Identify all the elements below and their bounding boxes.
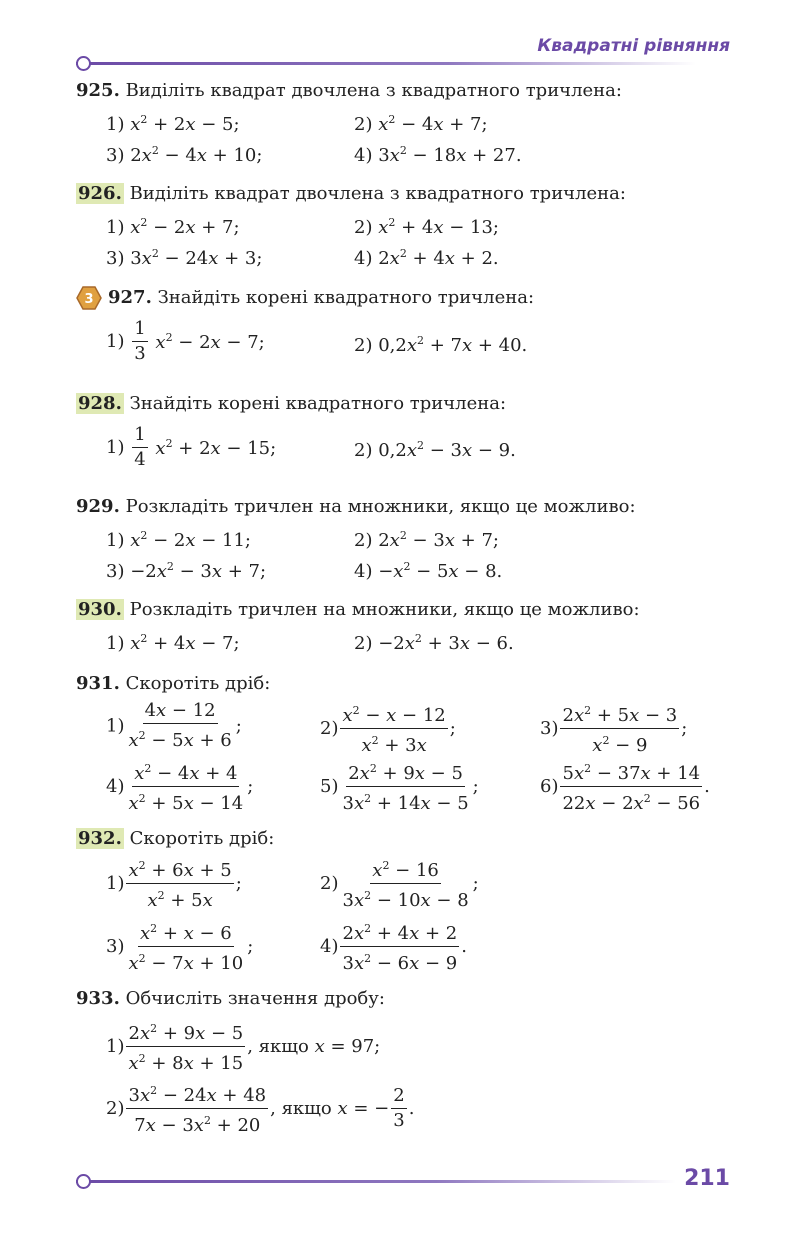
expr-926-1: 1) $x^2 - 2x + 7$; — [106, 216, 240, 238]
task-text: Обчисліть значення дробу: — [125, 988, 385, 1009]
task-931 — [76, 673, 270, 694]
task-926 — [76, 183, 626, 204]
expr-933-2: 2) $\frac{3x^2 - 24x + 48}{7x - 3x^2 + 20}$ , якщо x = − $\frac{2}{3}$ . — [106, 1080, 414, 1137]
task-930 — [76, 599, 640, 620]
task-number: 931. — [76, 673, 120, 694]
task-number: 930. — [78, 599, 122, 620]
expr-925-1: 1) $x^2 + 2x - 5$; — [106, 113, 240, 135]
expr-925-2: 2) $x^2 - 4x + 7$; — [354, 113, 488, 135]
task-929 — [76, 496, 636, 517]
task-text: Скоротіть дріб: — [125, 673, 271, 694]
page-number: 211 — [684, 1166, 730, 1191]
header-rule-dot — [76, 56, 91, 71]
expr-932-1: 1) $\frac{x^2 + 6x + 5}{x^2 + 5x}$ ; — [106, 855, 242, 912]
header-rule — [76, 62, 696, 65]
task-932 — [76, 828, 274, 849]
expr-932-3: 3) $\frac{x^2 + x - 6}{x^2 - 7x + 10}$ ; — [106, 918, 253, 975]
expr-926-4: 4) $2x^2 + 4x + 2$. — [354, 247, 499, 269]
expr-931-1: 1) $\frac{4x - 12}{x^2 - 5x + 6}$ ; — [106, 700, 242, 751]
task-925 — [76, 80, 622, 101]
task-number: 929. — [76, 496, 120, 517]
footer-rule — [76, 1180, 676, 1183]
task-text: Виділіть квадрат двочлена з квадратного тричлена: — [129, 183, 626, 204]
task-text: Виділіть квадрат двочлена з квадратного тричлена: — [125, 80, 622, 101]
task-text: Знайдіть корені квадратного тричлена: — [129, 393, 507, 414]
svg-text:3: 3 — [84, 292, 94, 307]
task-text: Розкладіть тричлен на множники, якщо це можливо: — [129, 599, 640, 620]
expr-930-2: $2) -2x^2 + 3x - 6$. — [354, 632, 514, 654]
expr-925-3: 3) $2x^2 - 4x + 10$; — [106, 144, 263, 166]
task-text: Знайдіть корені квадратного тричлена: — [157, 287, 535, 308]
expr-926-3: 3) $3x^2 - 24x + 3$; — [106, 247, 263, 269]
footer-rule-dot — [76, 1174, 91, 1189]
expr-929-4: $4) -x^2 - 5x - 8$. — [354, 560, 503, 582]
expr-931-4: 4) $\frac{x^2 - 4x + 4}{x^2 + 5x - 14}$ ; — [106, 758, 253, 815]
section-title: Квадратні рівняння — [537, 36, 730, 56]
expr-932-2: 2) $\frac{x^2 - 16}{3x^2 - 10x - 8}$ ; — [320, 855, 479, 912]
expr-925-4: 4) $3x^2 - 18x + 27$. — [354, 144, 522, 166]
expr-929-1: 1) $x^2 - 2x - 11$; — [106, 529, 251, 551]
expr-928-2: 2) $0,2x^2 - 3x - 9$. — [354, 439, 516, 461]
expr-931-6: 6) $\frac{5x^2 - 37x + 14}{22x - 2x^2 - 56}$ . — [540, 758, 710, 815]
expr-931-5: 5) $\frac{2x^2 + 9x - 5}{3x^2 + 14x - 5}$ ; — [320, 758, 479, 815]
expr-931-2: 2) $\frac{x^2 - x - 12}{x^2 + 3x}$ ; — [320, 700, 456, 757]
task-933 — [76, 988, 385, 1009]
task-text: Скоротіть дріб: — [129, 828, 275, 849]
expr-929-2: 2) $2x^2 - 3x + 7$; — [354, 529, 499, 551]
expr-930-1: 1) $x^2 + 4x - 7$; — [106, 632, 240, 654]
task-number: 932. — [78, 828, 122, 849]
task-text: Розкладіть тричлен на множники, якщо це можливо: — [125, 496, 636, 517]
task-number: 927. — [108, 287, 152, 308]
expr-928-1: 1) $\frac{1}{4}$ $x^2 + 2x - 15$; — [106, 424, 277, 470]
expr-931-3: 3) $\frac{2x^2 + 5x - 3}{x^2 - 9}$ ; — [540, 700, 687, 757]
expr-933-1: 1) $\frac{2x^2 + 9x - 5}{x^2 + 8x + 15}$ , якщо x = 97; — [106, 1018, 380, 1075]
expr-927-2: 2) $0,2x^2 + 7x + 40$. — [354, 334, 528, 356]
task-927 — [76, 286, 534, 310]
task-number: 925. — [76, 80, 120, 101]
task-number: 933. — [76, 988, 120, 1009]
task-number: 926. — [78, 183, 122, 204]
expr-929-3: $3) -2x^2 - 3x + 7$; — [106, 560, 267, 582]
expr-932-4: 4) $\frac{2x^2 + 4x + 2}{3x^2 - 6x - 9}$ . — [320, 918, 467, 975]
expr-927-1: 1) $\frac{1}{3}$ $x^2 - 2x - 7$; — [106, 318, 265, 364]
task-number: 928. — [78, 393, 122, 414]
level-3-badge-icon — [76, 286, 102, 310]
task-928 — [76, 393, 506, 414]
expr-926-2: 2) $x^2 + 4x - 13$; — [354, 216, 499, 238]
